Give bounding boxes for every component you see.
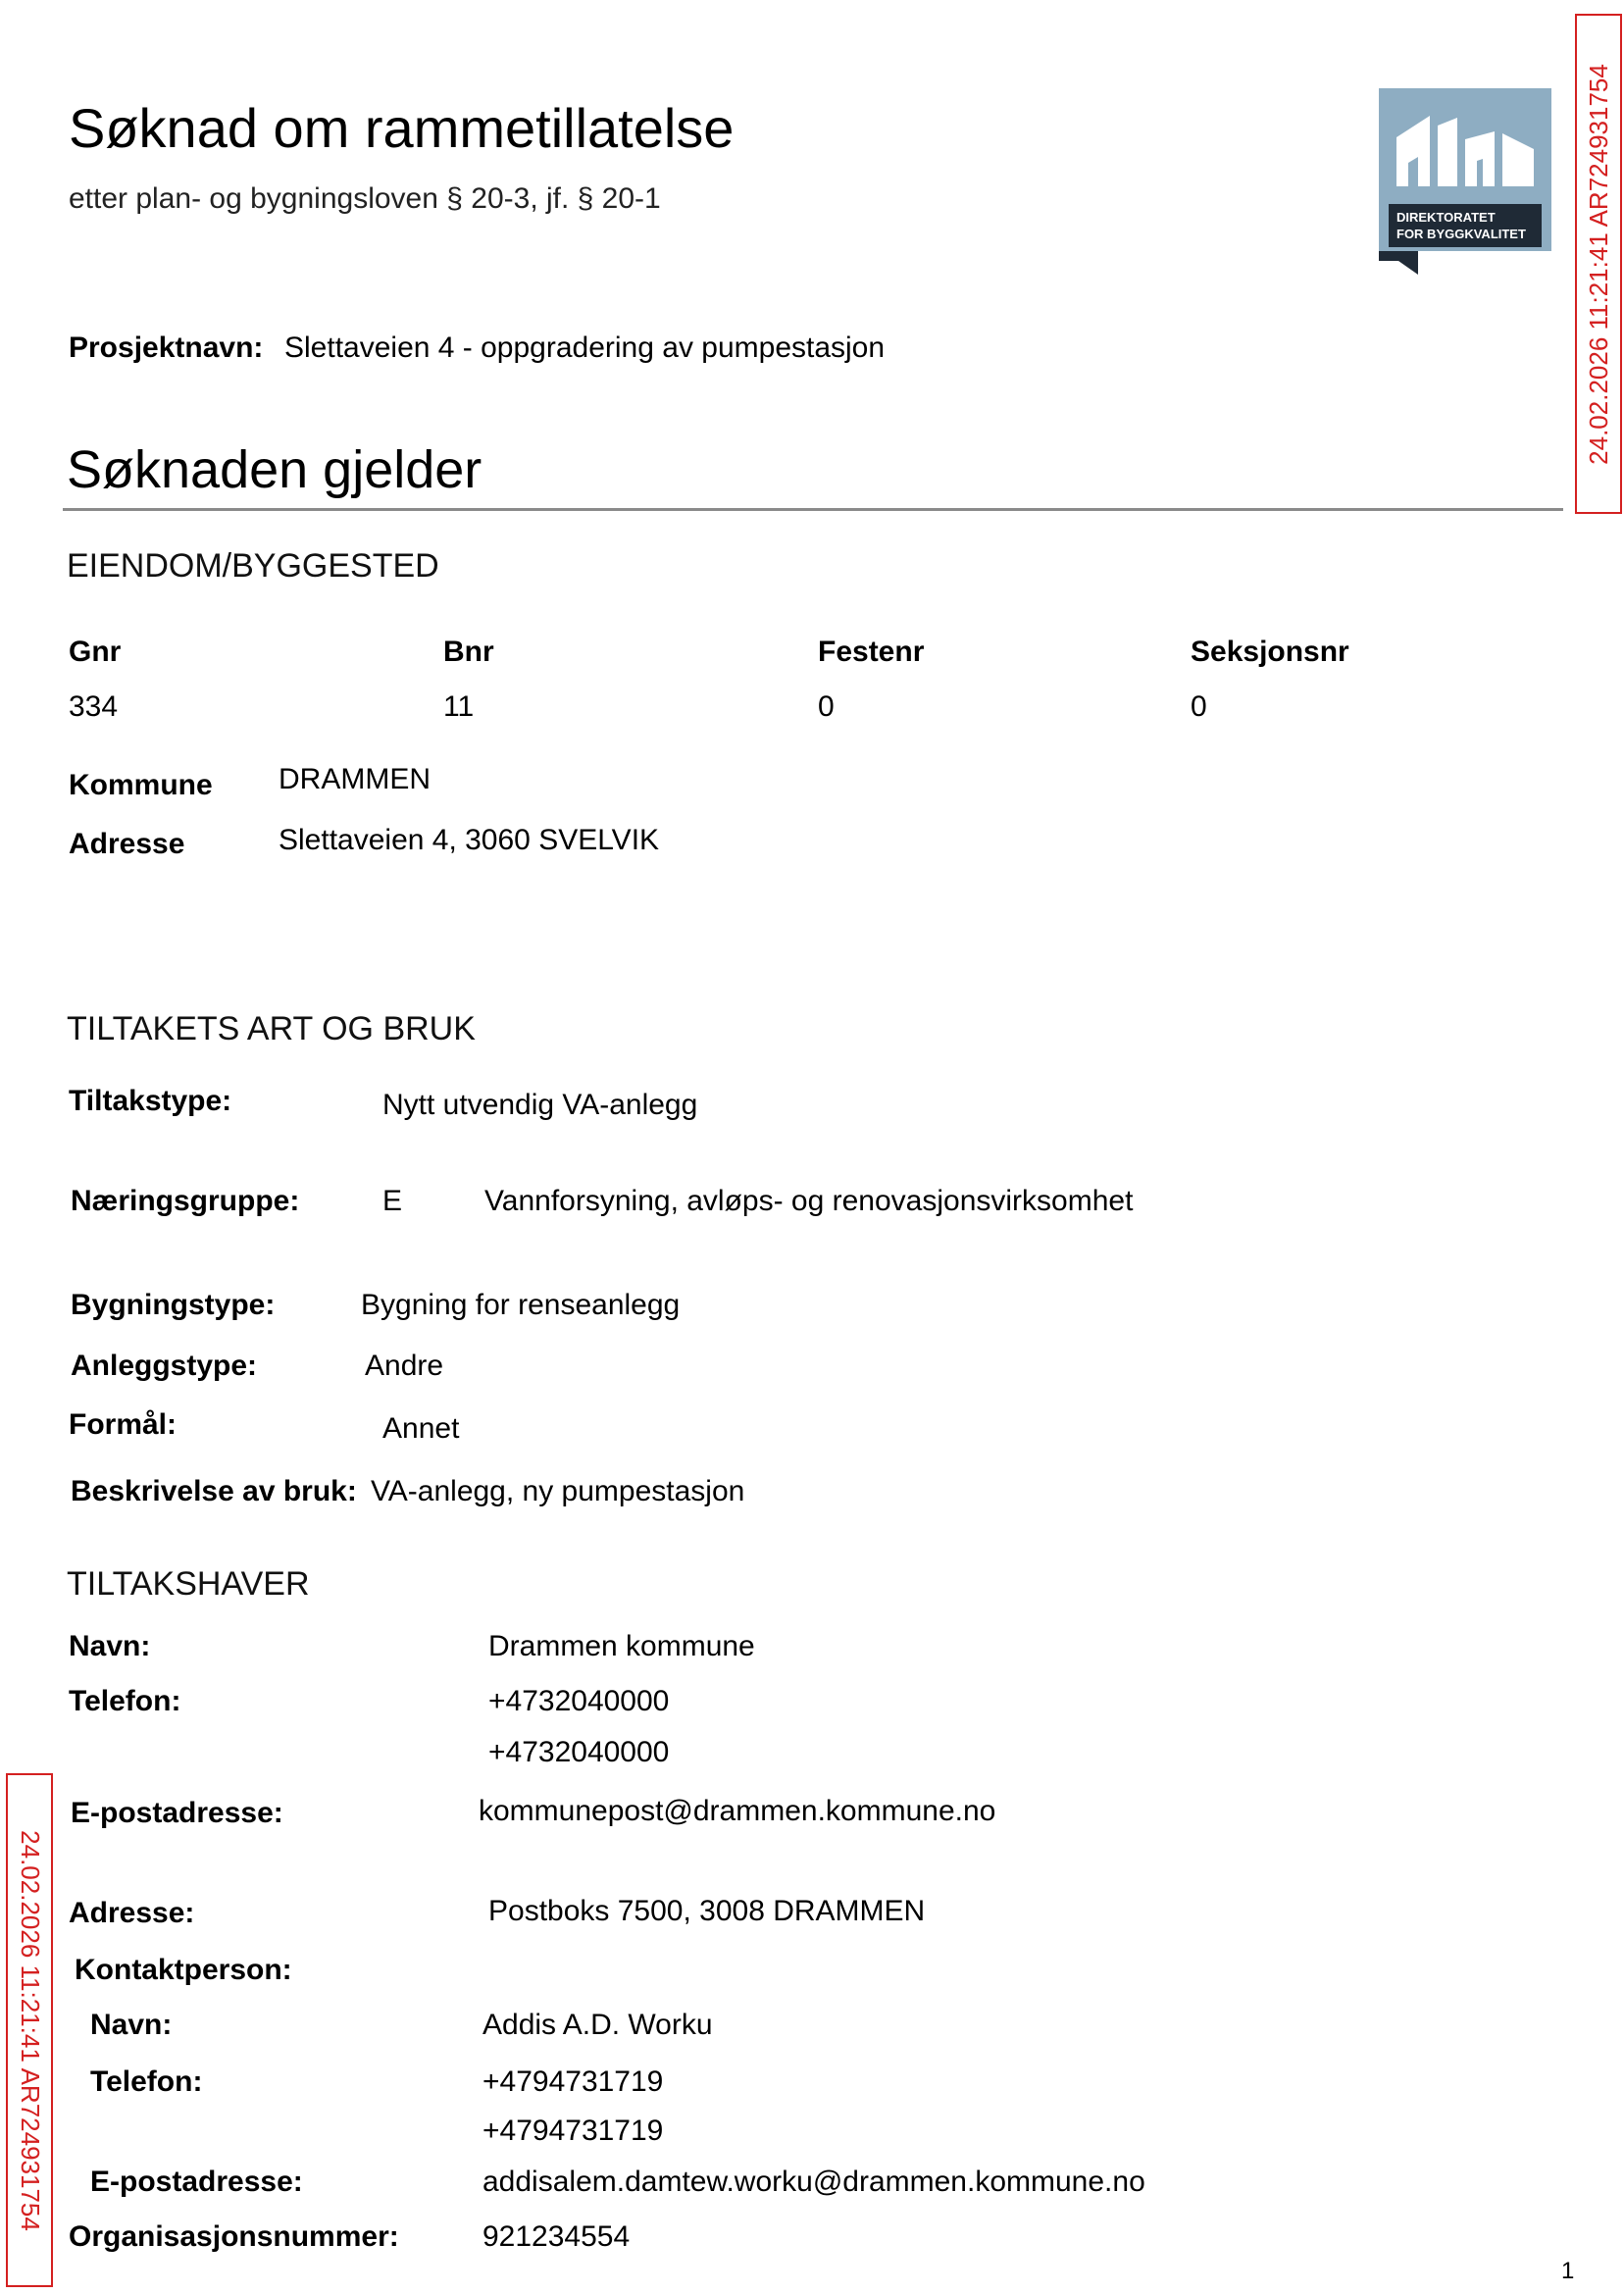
kontakt-navn-value: Addis A.D. Worku bbox=[482, 2009, 713, 2041]
organisasjonsnummer-value: 921234554 bbox=[482, 2220, 631, 2253]
project-label: Prosjektnavn: bbox=[69, 331, 264, 364]
formal-label: Formål: bbox=[69, 1408, 178, 1441]
tiltakstype-label: Tiltakstype: bbox=[69, 1085, 232, 1117]
tiltakshaver-telefon-1: +4732040000 bbox=[488, 1685, 670, 1717]
eiendom-heading: EIENDOM/BYGGESTED bbox=[67, 547, 439, 585]
seksjonsnr-label: Seksjonsnr bbox=[1191, 636, 1349, 668]
anleggstype-value: Andre bbox=[365, 1350, 444, 1382]
naeringsgruppe-label: Næringsgruppe: bbox=[71, 1185, 300, 1217]
logo-text-line1: DIREKTORATET bbox=[1396, 210, 1496, 225]
tiltakshaver-heading: TILTAKSHAVER bbox=[67, 1565, 310, 1603]
organisasjonsnummer-label: Organisasjonsnummer: bbox=[69, 2220, 399, 2253]
kontakt-telefon-2: +4794731719 bbox=[482, 2115, 664, 2147]
kontakt-telefon-label: Telefon: bbox=[90, 2065, 203, 2098]
bnr-label: Bnr bbox=[443, 636, 494, 668]
seksjonsnr-value: 0 bbox=[1191, 690, 1207, 723]
kontakt-navn-label: Navn: bbox=[90, 2009, 173, 2041]
tiltakshaver-telefon-label: Telefon: bbox=[69, 1685, 181, 1717]
kontaktperson-label: Kontaktperson: bbox=[75, 1954, 292, 1986]
timestamp-stamp-bottom bbox=[6, 1773, 53, 2287]
timestamp-stamp-top bbox=[1575, 14, 1622, 514]
timestamp-stamp-top-text: 24.02.2026 11:21:41 AR724931754 bbox=[1583, 63, 1613, 465]
kontakt-epost-label: E-postadresse: bbox=[90, 2166, 303, 2198]
document-subtitle: etter plan- og bygningsloven § 20-3, jf. § 20-1 bbox=[69, 182, 661, 215]
project-value: Slettaveien 4 - oppgradering av pumpestasjon bbox=[284, 331, 886, 364]
kommune-label: Kommune bbox=[69, 769, 213, 801]
festenr-value: 0 bbox=[818, 690, 835, 723]
tiltak-heading: TILTAKETS ART OG BRUK bbox=[67, 1010, 476, 1047]
timestamp-stamp-bottom-text: 24.02.2026 11:21:41 AR724931754 bbox=[15, 1829, 45, 2231]
gnr-value: 334 bbox=[69, 690, 119, 723]
dibk-logo-icon bbox=[1379, 88, 1551, 275]
tiltakshaver-adresse-value: Postboks 7500, 3008 DRAMMEN bbox=[488, 1895, 926, 1927]
eiendom-adresse-label: Adresse bbox=[69, 828, 185, 860]
naeringsgruppe-value: Vannforsyning, avløps- og renovasjonsvirksomhet bbox=[484, 1185, 1134, 1217]
tiltakshaver-telefon-2: +4732040000 bbox=[488, 1736, 670, 1768]
naeringsgruppe-code: E bbox=[382, 1185, 403, 1217]
kontakt-epost-value: addisalem.damtew.worku@drammen.kommune.no bbox=[482, 2166, 1145, 2198]
section-divider bbox=[63, 508, 1563, 511]
tiltakshaver-epost-label: E-postadresse: bbox=[71, 1797, 283, 1829]
gnr-label: Gnr bbox=[69, 636, 122, 668]
tiltakshaver-adresse-label: Adresse: bbox=[69, 1897, 195, 1929]
tiltakshaver-epost-value: kommunepost@drammen.kommune.no bbox=[479, 1795, 996, 1827]
tiltakshaver-navn-value: Drammen kommune bbox=[488, 1630, 755, 1662]
kontakt-telefon-1: +4794731719 bbox=[482, 2065, 664, 2098]
anleggstype-label: Anleggstype: bbox=[71, 1350, 258, 1382]
tiltakshaver-navn-label: Navn: bbox=[69, 1630, 151, 1662]
bygningstype-label: Bygningstype: bbox=[71, 1289, 276, 1321]
festenr-label: Festenr bbox=[818, 636, 925, 668]
bnr-value: 11 bbox=[443, 690, 475, 723]
dibk-logo bbox=[1379, 88, 1551, 275]
eiendom-adresse-value: Slettaveien 4, 3060 SVELVIK bbox=[279, 824, 660, 856]
tiltakstype-value: Nytt utvendig VA-anlegg bbox=[382, 1089, 698, 1121]
document-title: Søknad om rammetillatelse bbox=[69, 97, 735, 159]
beskrivelse-label: Beskrivelse av bruk: bbox=[71, 1475, 357, 1507]
kommune-value: DRAMMEN bbox=[279, 763, 431, 795]
logo-text-line2: FOR BYGGKVALITET bbox=[1396, 227, 1526, 241]
page-number: 1 bbox=[1561, 2258, 1575, 2284]
formal-value: Annet bbox=[382, 1412, 460, 1445]
bygningstype-value: Bygning for renseanlegg bbox=[361, 1289, 681, 1321]
section-title: Søknaden gjelder bbox=[67, 440, 482, 499]
beskrivelse-value: VA-anlegg, ny pumpestasjon bbox=[371, 1475, 745, 1507]
